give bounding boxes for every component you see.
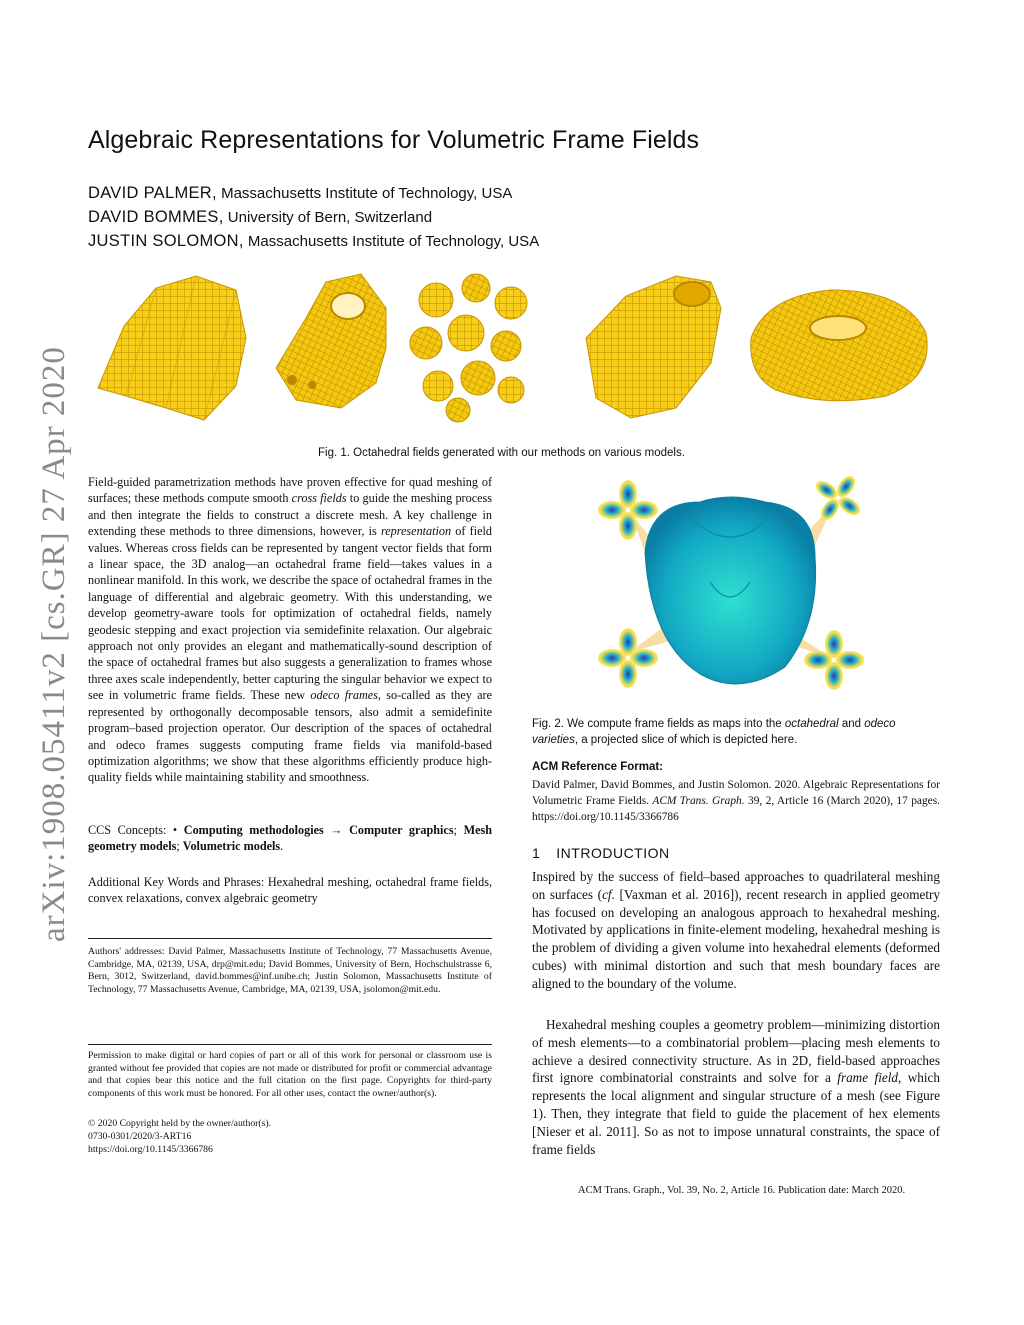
author-affiliation: Massachusetts Institute of Technology, USA	[216, 185, 513, 202]
author-line-3	[88, 232, 539, 251]
author-line-1	[88, 184, 512, 203]
abstract-text: to guide the meshing process and then integrate the fields to construct a discrete mesh. A key challenge in extending these methods to three dimensions, however, is	[88, 491, 493, 539]
author-name: JUSTIN SOLOMON,	[88, 232, 244, 250]
arxiv-stamp: arXiv:1908.05411v2 [cs.GR] 27 Apr 2020	[36, 346, 72, 942]
caption-text: and	[838, 718, 865, 730]
paragraph-text: Hexahedral meshing couples a geometry problem—minimizing distortion of mesh elements—to a combinatorial problem—placing mesh elements to achieve a desired connectivity structure. As in 2D, field-based approaches first ignore combinatorial constraints and solve for a	[532, 1017, 940, 1086]
abstract-emphasis: cross fields	[291, 491, 347, 506]
model-tori	[410, 274, 527, 422]
frame-glyph	[802, 462, 874, 534]
caption-text: , a projected slice of which is depicted here.	[574, 734, 798, 746]
abstract-emphasis: representation	[380, 524, 452, 539]
model-rounded-block	[586, 276, 721, 418]
caption-emphasis: odeco varieties	[532, 718, 896, 746]
author-line-2	[88, 208, 432, 227]
figure-2-caption	[532, 716, 940, 748]
author-affiliation: Massachusetts Institute of Technology, USA	[243, 233, 540, 250]
figure-2-variety	[590, 462, 880, 702]
acm-reference-heading: ACM Reference Format:	[532, 761, 663, 773]
reference-text: 39, 2, Article 16 (March 2020), 17 pages. https://doi.org/10.1145/3366786	[532, 795, 940, 824]
running-footer: ACM Trans. Graph., Vol. 39, No. 2, Article 16. Publication date: March 2020.	[578, 1185, 906, 1196]
section-title: INTRODUCTION	[556, 845, 670, 861]
abstract-text: , so-called as they are represented by orthogonally decomposable tensors, also admit a semidefinite program–based projection operator. Our description of the spaces of octahedral and odeco frames suggests computing frame fields via manifold-based optimization algorithms; we show that these algorithms efficiently produce high-quality fields while maintaining stability and smoothness.	[88, 688, 493, 785]
model-torus	[751, 290, 927, 401]
acm-reference-text	[532, 777, 940, 826]
abstract-text: of field values. Whereas cross fields can be represented by tangent vector fields that form a linear space, the 3D analog—an octahedral frame field—takes values in a nonlinear manifold. In this work, we describe the space of octahedral frames in the language of differential and algebraic geometry. With this understanding, we develop geometry-aware tools for optimization of octahedral fields, namely geodesic stepping and exact projection via semidefinite relaxation. Our algebraic approach not only provides an elegant and mathematically-sound description of the space of octahedral frames but also suggests a generalization to frames whose three axes scale independently, better capturing the singular behavior we expect to see in volumetric frame fields. These new	[88, 524, 492, 703]
author-affiliation: University of Bern, Switzerland	[223, 209, 433, 226]
paragraph-emphasis: cf.	[602, 886, 615, 902]
ccs-concept: Mesh geometry models	[88, 823, 492, 854]
reference-journal: ACM Trans. Graph.	[652, 795, 745, 808]
abstract-emphasis: odeco frames	[310, 688, 378, 703]
paragraph-text: [Vaxman et al. 2016]), recent research in applied geometry has focused on developing an analogous approach to hexahedral meshing. Motivated by applications in finite-element modeling, hexahedral meshing is the problem of dividing a given volume into hexahedral elements (deformed cubes) with minimal distortion and such that mesh boundary faces are aligned to the boundary of the volume.	[532, 886, 940, 991]
author-addresses: Authors' addresses: David Palmer, Massachusetts Institute of Technology, 77 Massachusetts Avenue, Cambridge, MA, 02139, USA, drp@mit.edu; David Bommes, University of Bern, Hochschulstrasse 6, Bern, 3012, Switzerland, david.bommes@inf.unibe.ch; Justin Solomon, Massachusetts Institute of Technology, 77 Massachusetts Avenue, Cambridge, MA, 02139, USA, jsolomon@mit.edu.	[88, 946, 492, 995]
intro-paragraph-1	[532, 868, 940, 993]
ccs-concept: Computer graphics	[349, 823, 454, 837]
reference-text: David Palmer, David Bommes, and Justin Solomon. 2020. Algebraic Representations for Volumetric Frame Fields.	[532, 779, 940, 808]
ccs-label: CCS Concepts: •	[88, 823, 184, 837]
permission-notice: Permission to make digital or hard copies of part or all of this work for personal or classroom use is granted without fee provided that copies are not made or distributed for profit or commercial advantage and that copies bear this notice and the full citation on the first page. Copyrights for third-party components of this work must be honored. For all other uses, contact the owner/author(s).	[88, 1050, 492, 1099]
ccs-separator: ;	[176, 839, 183, 854]
model-block	[276, 274, 386, 408]
figure-1-caption: Fig. 1. Octahedral fields generated with our methods on various models.	[318, 447, 685, 459]
frame-glyph	[598, 480, 658, 540]
abstract-text: Field-guided parametrization methods have proven effective for quad meshing of surfaces; these methods compute smooth	[88, 475, 492, 506]
caption-emphasis: octahedral	[784, 718, 839, 730]
permission-rule	[88, 1044, 492, 1045]
figure-1-models	[86, 268, 946, 428]
author-name: DAVID PALMER,	[88, 184, 217, 202]
section-number: 1	[532, 845, 541, 861]
ccs-concept: Computing methodologies	[183, 823, 324, 837]
paragraph-emphasis: frame field	[837, 1070, 898, 1086]
abstract	[88, 474, 492, 786]
keywords: Additional Key Words and Phrases: Hexahedral meshing, octahedral frame fields, convex relaxations, convex algebraic geometry	[88, 875, 492, 906]
ccs-separator: ;	[453, 823, 464, 837]
issn: 0730-0301/2020/3-ART16	[88, 1131, 192, 1142]
ccs-end: .	[280, 839, 284, 854]
model-sheet	[98, 276, 246, 420]
paragraph-text: Inspired by the success of field–based approaches to quadrilateral meshing on surfaces (	[532, 869, 940, 902]
author-name: DAVID BOMMES,	[88, 208, 224, 226]
paragraph-text: , which represents the local alignment and singular structure of a mesh (see Figure 1). Then, they integrate that field to guide the placement of hex elements [Nieser et al. 2011]. So as not to impose unnatural constraints, the space of frame fields	[532, 1070, 940, 1157]
paper-title: Algebraic Representations for Volumetric Frame Fields	[88, 126, 700, 154]
ccs-arrow: →	[323, 823, 350, 837]
frame-glyph	[804, 630, 864, 690]
footnote-rule	[88, 938, 492, 939]
doi-link[interactable]: https://doi.org/10.1145/3366786	[88, 1144, 213, 1155]
caption-text: Fig. 2. We compute frame fields as maps into the	[532, 718, 785, 730]
frame-glyph	[598, 628, 658, 688]
copyright: © 2020 Copyright held by the owner/author(s).	[88, 1118, 272, 1129]
ccs-concept: Volumetric models	[182, 839, 281, 854]
ccs-concepts	[88, 822, 492, 855]
intro-paragraph-2	[532, 1016, 940, 1158]
section-heading	[532, 845, 670, 861]
